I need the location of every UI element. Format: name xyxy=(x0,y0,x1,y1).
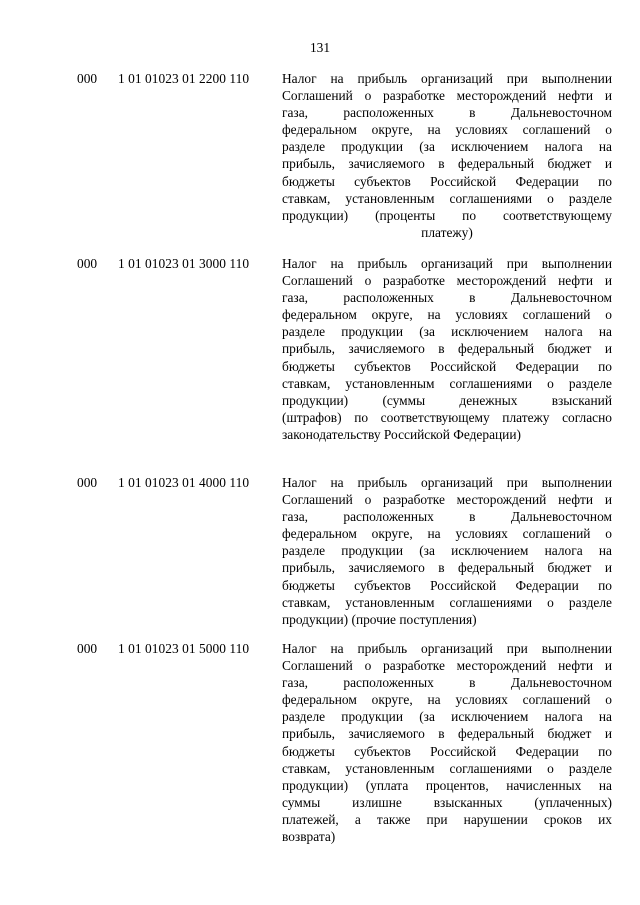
description-line: федеральном округе, на условиях соглашений о xyxy=(282,122,612,138)
income-description xyxy=(282,70,612,241)
description-line: разделе продукции (за исключением налога на xyxy=(282,139,612,155)
budget-classification-code: 1 01 01023 01 3000 110 xyxy=(118,256,250,271)
income-description xyxy=(282,474,612,628)
description-line: газа, расположенных в Дальневосточном xyxy=(282,105,612,121)
description-line: бюджеты субъектов Российской Федерации по xyxy=(282,358,612,374)
administrator-code: 000 xyxy=(77,256,98,271)
description-line: платежу) xyxy=(421,224,473,240)
description-line: бюджеты субъектов Российской Федерации по xyxy=(282,743,612,759)
description-line: бюджеты субъектов Российской Федерации по xyxy=(282,577,612,593)
description-line: ставкам, установленным соглашениями о разделе xyxy=(282,760,612,776)
description-line: бюджеты субъектов Российской Федерации по xyxy=(282,173,612,189)
description-line: Соглашений о разработке месторождений нефти и xyxy=(282,492,612,508)
description-line: продукции) (прочие поступления) xyxy=(282,611,477,627)
description-line: прибыль, зачисляемого в федеральный бюджет и xyxy=(282,341,612,357)
description-line: прибыль, зачисляемого в федеральный бюджет и xyxy=(282,156,612,172)
administrator-code: 000 xyxy=(77,475,98,490)
description-line: Налог на прибыль организаций при выполнении xyxy=(282,475,612,490)
budget-classification-code: 1 01 01023 01 5000 110 xyxy=(118,641,250,656)
description-line: ставкам, установленным соглашениями о разделе xyxy=(282,190,612,206)
description-line: разделе продукции (за исключением налога на xyxy=(282,324,612,340)
description-line: федеральном округе, на условиях соглашений о xyxy=(282,526,612,542)
description-line: возврата) xyxy=(282,829,336,845)
description-line: Налог на прибыль организаций при выполнении xyxy=(282,641,612,656)
description-line: разделе продукции (за исключением налога на xyxy=(282,543,612,559)
description-line: ставкам, установленным соглашениями о разделе xyxy=(282,375,612,391)
description-line: прибыль, зачисляемого в федеральный бюджет и xyxy=(282,726,612,742)
description-line: Соглашений о разработке месторождений нефти и xyxy=(282,658,612,674)
description-line: федеральном округе, на условиях соглашений о xyxy=(282,307,612,323)
description-line: газа, расположенных в Дальневосточном xyxy=(282,675,612,691)
description-line: (штрафов) по соответствующему платежу согласно xyxy=(282,409,612,425)
description-line: Налог на прибыль организаций при выполнении xyxy=(282,256,612,271)
budget-classification-code: 1 01 01023 01 4000 110 xyxy=(118,475,250,490)
description-line: газа, расположенных в Дальневосточном xyxy=(282,509,612,525)
budget-classification-code: 1 01 01023 01 2200 110 xyxy=(118,71,250,86)
description-line: платежей, а также при нарушении сроков их xyxy=(282,811,612,827)
description-line: Соглашений о разработке месторождений нефти и xyxy=(282,273,612,289)
administrator-code: 000 xyxy=(77,71,98,86)
income-description xyxy=(282,640,612,845)
description-line: суммы излишне взысканных (уплаченных) xyxy=(282,794,612,810)
income-description xyxy=(282,255,612,443)
description-line: ставкам, установленным соглашениями о разделе xyxy=(282,594,612,610)
description-line: законодательству Российской Федерации) xyxy=(282,426,521,442)
description-line: продукции) (суммы денежных взысканий xyxy=(282,392,612,408)
description-line: газа, расположенных в Дальневосточном xyxy=(282,290,612,306)
description-line: Соглашений о разработке месторождений нефти и xyxy=(282,88,612,104)
description-line: федеральном округе, на условиях соглашений о xyxy=(282,692,612,708)
description-line: разделе продукции (за исключением налога на xyxy=(282,709,612,725)
description-line: Налог на прибыль организаций при выполнении xyxy=(282,71,612,86)
description-line: прибыль, зачисляемого в федеральный бюджет и xyxy=(282,560,612,576)
administrator-code: 000 xyxy=(77,641,98,656)
description-line: продукции) (проценты по соответствующему xyxy=(282,207,612,223)
description-line: продукции) (уплата процентов, начисленных на xyxy=(282,777,612,793)
page-number: 131 xyxy=(309,40,331,55)
